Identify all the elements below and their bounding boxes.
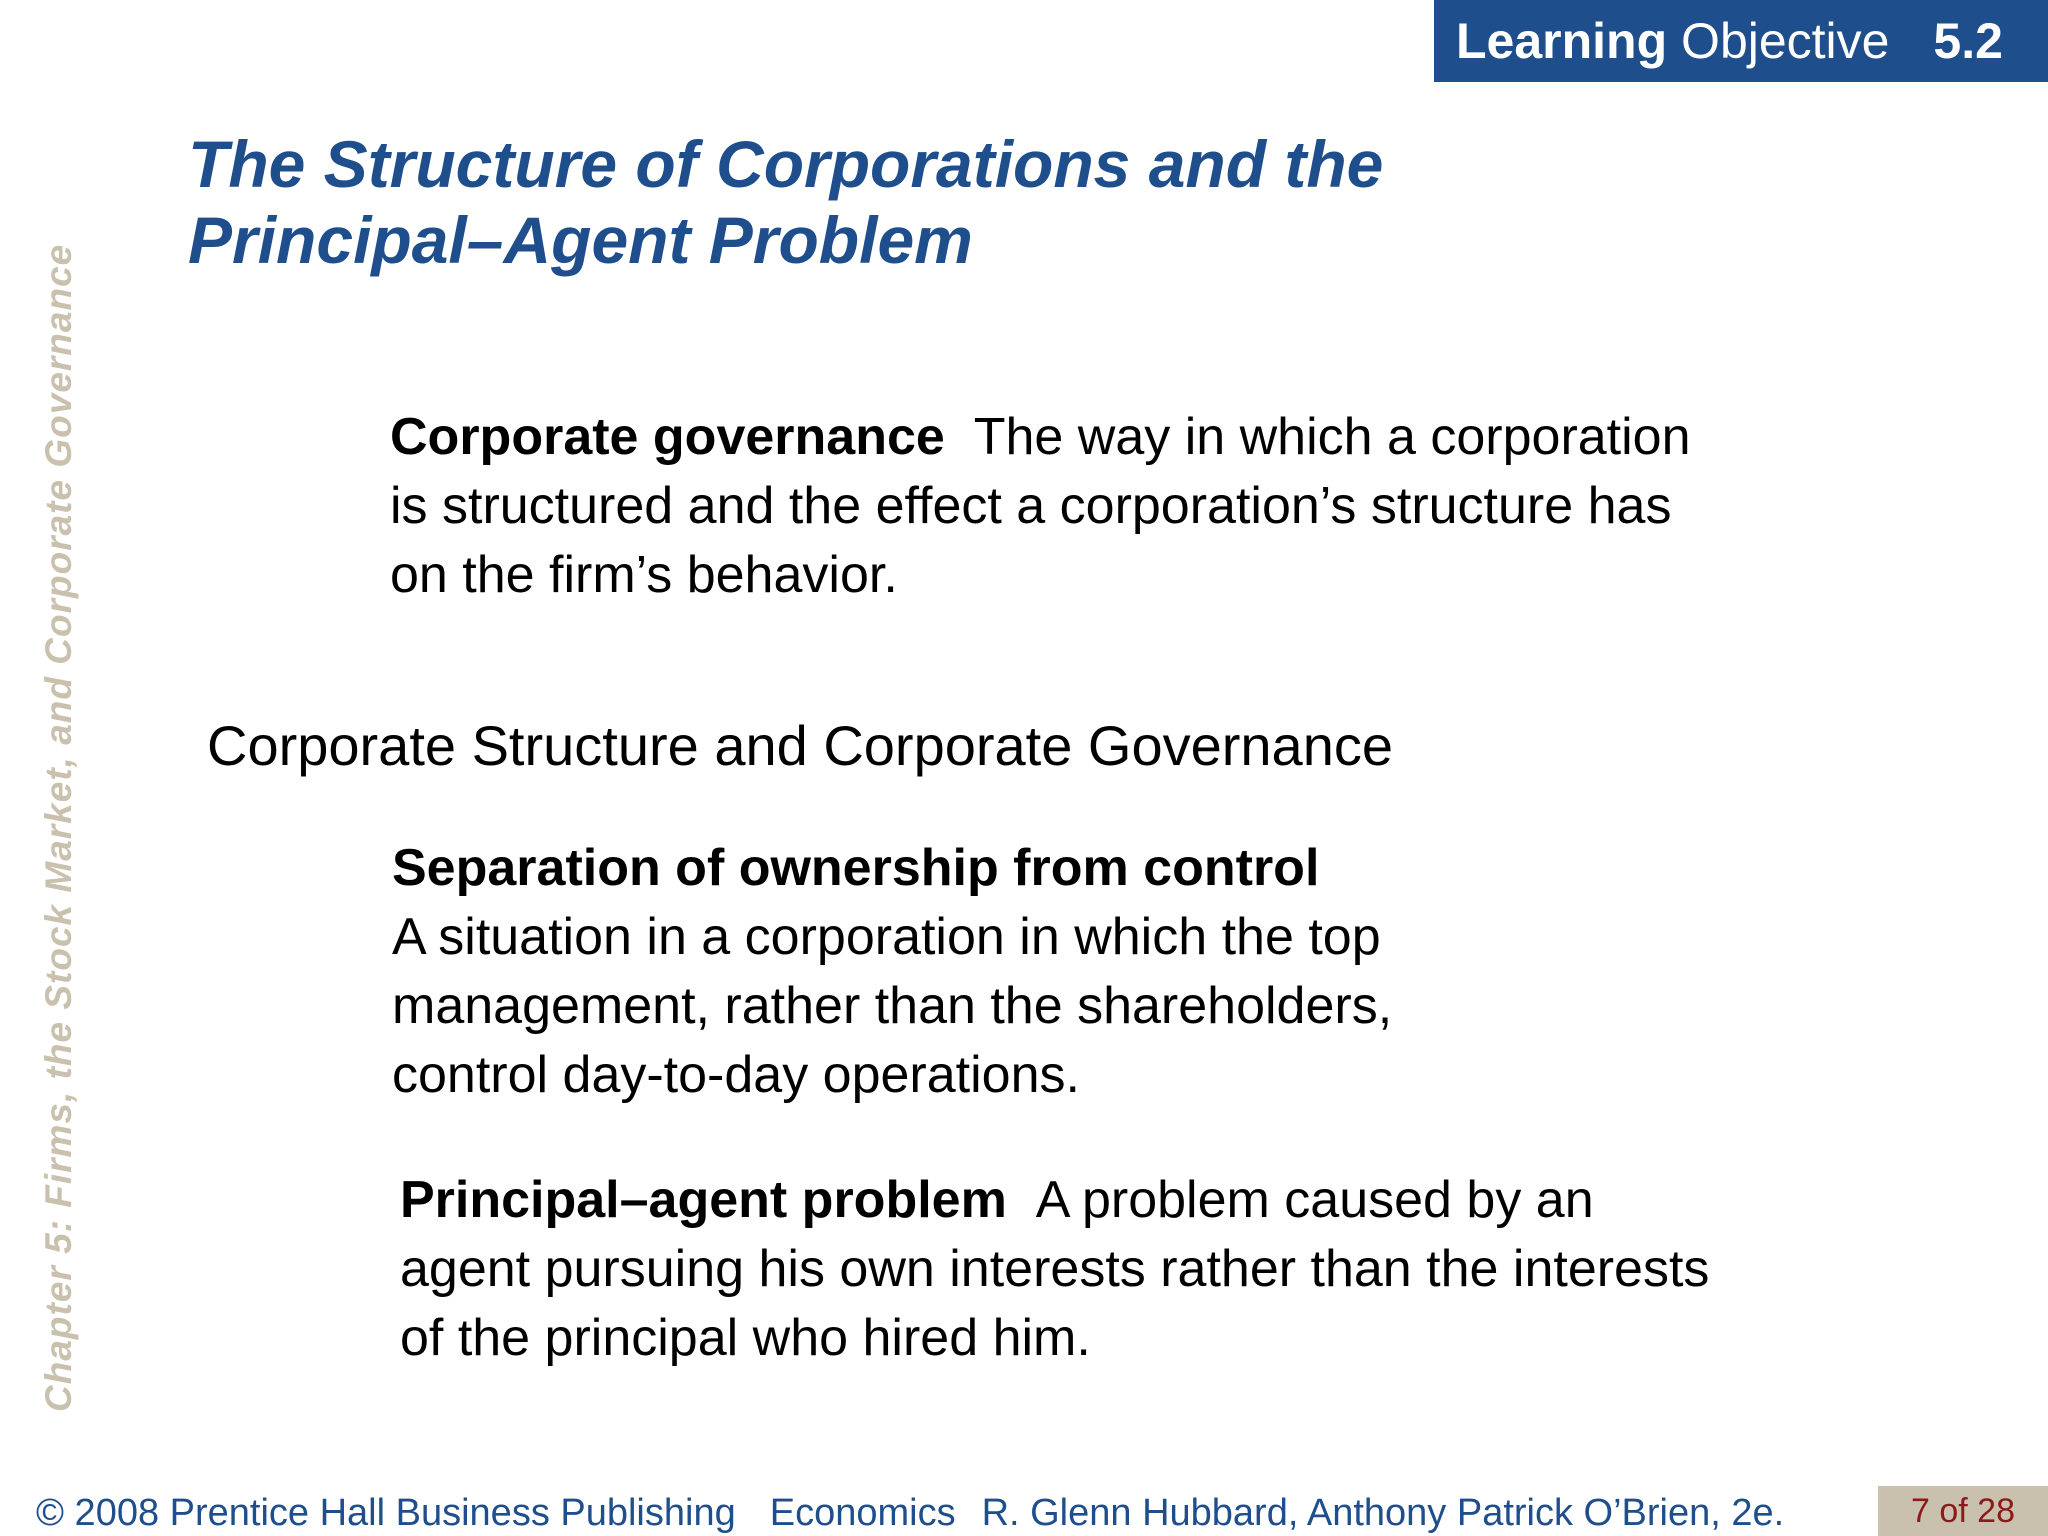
definition-term: Corporate governance [390,408,945,466]
footer-authors: R. Glenn Hubbard, Anthony Patrick O’Brien, 2e. [981,1492,1785,1534]
footer-copyright: © 2008 Prentice Hall Business Publishing [36,1492,736,1534]
definition-term: Principal–agent problem [400,1171,1007,1229]
definition-corporate-governance [390,403,1720,610]
learning-objective-badge [1434,0,2048,82]
definition-text: The way in which a corporation is structured and the effect a corporation’s structure has on the firm’s behavior. [390,408,1691,604]
definition-text: A situation in a corporation in which the top management, rather than the shareholders, control day-to-day operations. [392,908,1393,1104]
definition-term: Separation of ownership from control [392,839,1320,897]
learning-objective-bold: Learning [1456,13,1668,69]
footer [36,1490,1784,1536]
learning-objective-word: Objective [1681,13,1890,69]
section-subheading: Corporate Structure and Corporate Governance [207,714,1393,777]
footer-book: Economics [769,1492,956,1534]
slide-title: The Structure of Corporations and the Principal–Agent Problem [188,127,1384,277]
learning-objective-number: 5.2 [1933,13,2003,69]
definition-principal-agent-problem [400,1166,1720,1373]
page-number-badge: 7 of 28 [1878,1486,2048,1536]
chapter-side-label: Chapter 5: Firms, the Stock Market, and Corporate Governance [38,243,79,1412]
definition-text: A problem caused by an agent pursuing his own interests rather than the interests of the principal who hired him. [400,1171,1710,1367]
definition-separation-of-ownership [392,834,1552,1110]
